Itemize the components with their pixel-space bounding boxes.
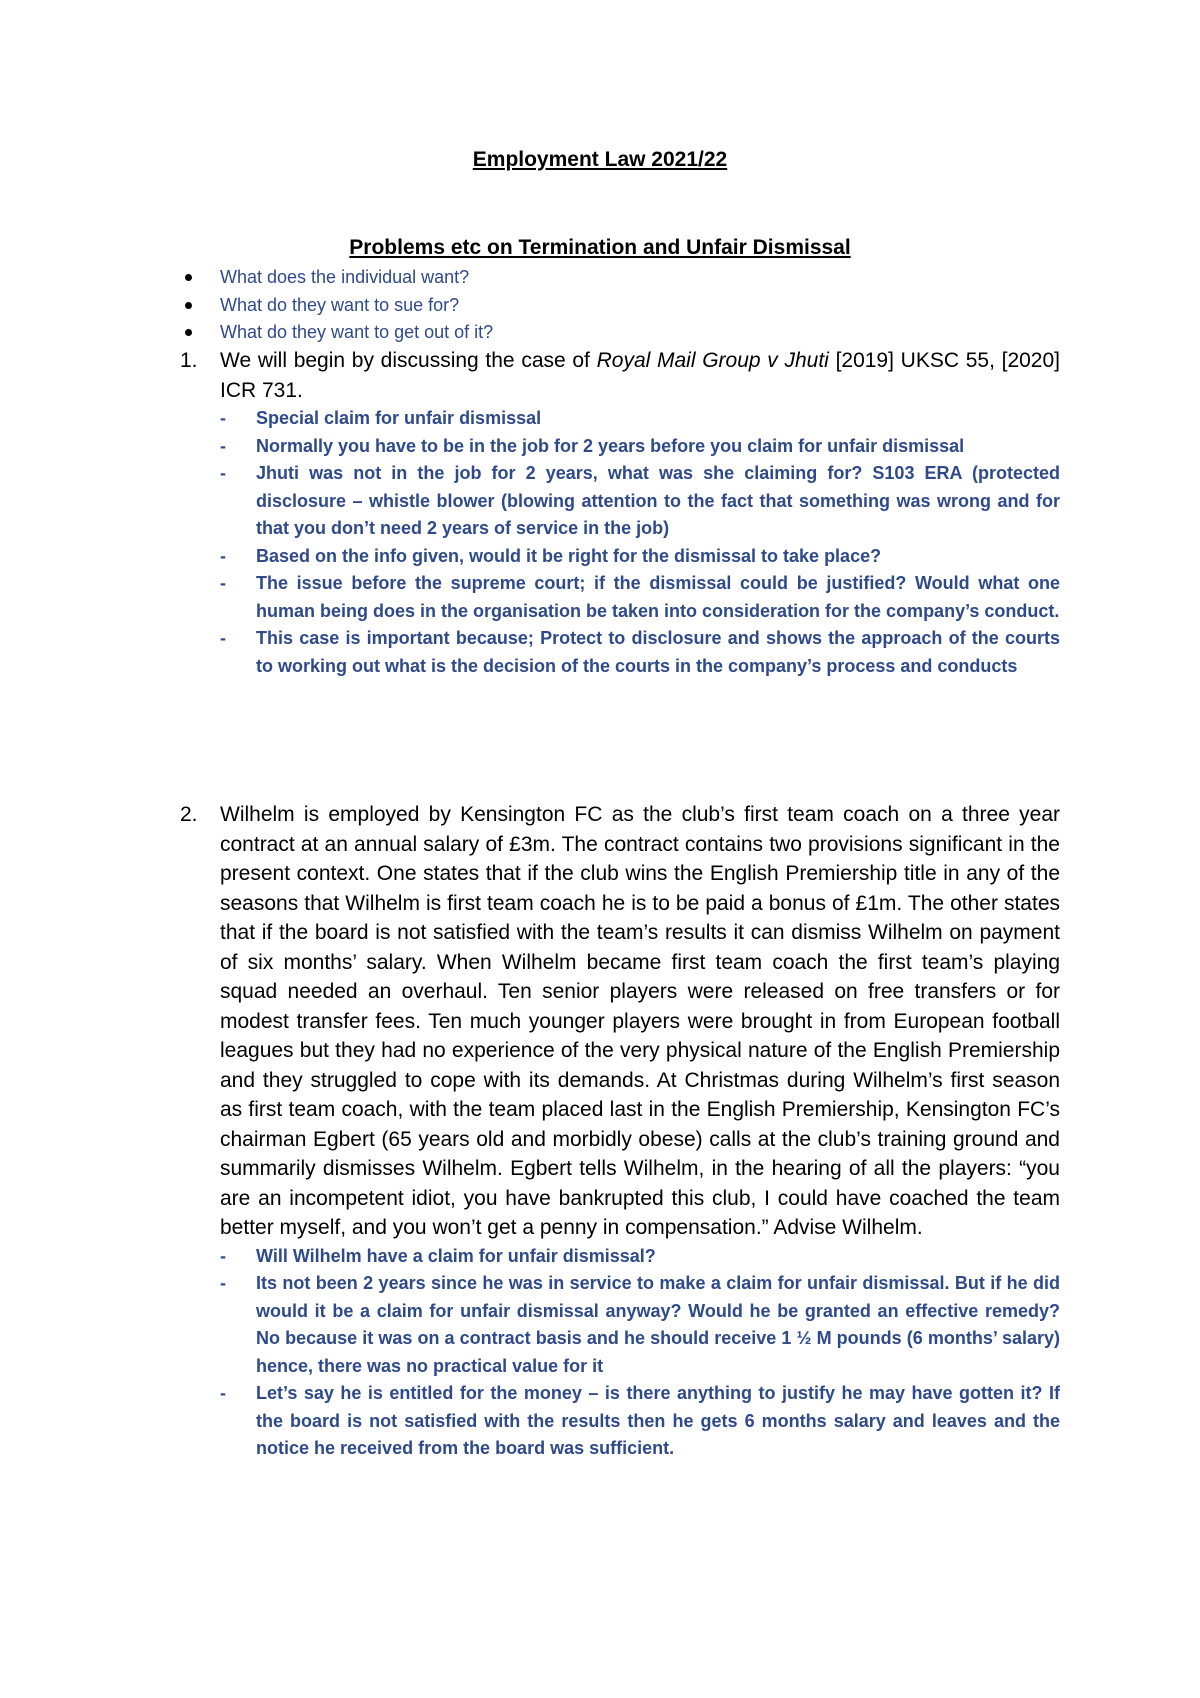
dash-marker: - bbox=[220, 408, 226, 428]
guiding-questions-list bbox=[180, 264, 1080, 347]
annotation-note-text: Special claim for unfair dismissal bbox=[256, 408, 542, 428]
document-title: Employment Law 2021/22 bbox=[472, 148, 728, 171]
dash-marker: - bbox=[220, 435, 226, 456]
dash-marker: - bbox=[220, 1273, 226, 1293]
guiding-question-item bbox=[180, 292, 1080, 320]
question-number: 1. bbox=[180, 349, 198, 372]
annotation-notes bbox=[220, 405, 1060, 680]
dash-marker: - bbox=[220, 1245, 226, 1266]
annotation-note bbox=[220, 570, 1060, 625]
bullet-icon bbox=[185, 302, 192, 309]
dash-marker: - bbox=[220, 463, 226, 483]
question-text bbox=[220, 346, 1060, 405]
dash-marker: - bbox=[220, 1383, 226, 1403]
annotation-note bbox=[220, 1380, 1060, 1463]
question-text-after: [2019] UKSC 55, [2020] ICR 731. bbox=[220, 349, 1060, 402]
question-number: 2. bbox=[180, 803, 198, 826]
guiding-question-text: What does the individual want? bbox=[220, 267, 470, 287]
annotation-note-text: Let’s say he is entitled for the money – is there anything to justify he may have gotten it? If the board is not satisfied with the results then he gets 6 months salary and leaves and the notice he received from the board was sufficient. bbox=[256, 1383, 1060, 1458]
question-text-before: We will begin by discussing the case of bbox=[220, 349, 597, 372]
dash-marker: - bbox=[220, 628, 226, 648]
annotation-note-text: Jhuti was not in the job for 2 years, what was she claiming for? S103 ERA (protected disclosure – whistle blower (blowing attention to the fact that something was wrong and for that you don’t need 2 years of service in the job) bbox=[256, 463, 1060, 538]
annotation-note-text: The issue before the supreme court; if the dismissal could be justified? Would what one human being does in the organisation be taken into consideration for the company’s conduct. bbox=[256, 573, 1060, 621]
annotation-note bbox=[220, 433, 1060, 461]
annotation-note bbox=[220, 460, 1060, 543]
annotation-note-text: This case is important because; Protect to disclosure and shows the approach of the courts to working out what is the decision of the courts in the company’s process and conducts bbox=[256, 628, 1060, 676]
dash-marker: - bbox=[220, 545, 226, 566]
annotation-note bbox=[220, 543, 1060, 571]
question-2 bbox=[180, 800, 1060, 1463]
annotation-note-text: Will Wilhelm have a claim for unfair dismissal? bbox=[256, 1245, 656, 1266]
question-1 bbox=[180, 346, 1060, 680]
annotation-note-text: Based on the info given, would it be right for the dismissal to take place? bbox=[256, 545, 882, 566]
annotation-note bbox=[220, 405, 1060, 433]
annotation-note-text: Its not been 2 years since he was in service to make a claim for unfair dismissal. But if he did would it be a claim for unfair dismissal anyway? Would he be granted an effective remedy? No because it was on a contract basis and he should receive 1 ½ M pounds (6 months’ salary) hence, there was no practical value for it bbox=[256, 1273, 1060, 1376]
dash-marker: - bbox=[220, 573, 226, 593]
annotation-note bbox=[220, 1243, 1060, 1271]
annotation-notes bbox=[220, 1243, 1060, 1463]
document-subtitle: Problems etc on Termination and Unfair Dismissal bbox=[349, 236, 851, 259]
bullet-icon bbox=[185, 274, 192, 281]
annotation-note-text: Normally you have to be in the job for 2 years before you claim for unfair dismissal bbox=[256, 435, 965, 456]
guiding-question-text: What do they want to sue for? bbox=[220, 294, 460, 315]
guiding-question-item bbox=[180, 264, 1080, 292]
guiding-question-text: What do they want to get out of it? bbox=[220, 322, 494, 342]
annotation-note bbox=[220, 625, 1060, 680]
guiding-question-item bbox=[180, 319, 1080, 347]
question-text: Wilhelm is employed by Kensington FC as the club’s first team coach on a three year contract at an annual salary of £3m. The contract contains two provisions significant in the present context. One states that if the club wins the English Premiership title in any of the seasons that Wilhelm is first team coach he is to be paid a bonus of £1m. The other states that if the board is not satisfied with the team’s results it can dismiss Wilhelm on payment of six months’ salary. When Wilhelm became first team coach the first team’s playing squad needed an overhaul. Ten senior players were released on free transfers or for modest transfer fees. Ten much younger players were brought in from European football leagues but they had no experience of the very physical nature of the English Premiership and they struggled to cope with its demands. At Christmas during Wilhelm’s first season as first team coach, with the team placed last in the English Premiership, Kensington FC’s chairman Egbert (65 years old and morbidly obese) calls at the club’s training ground and summarily dismisses Wilhelm. Egbert tells Wilhelm, in the hearing of all the players: “you are an incompetent idiot, you have bankrupted this club, I could have coached the team better myself, and you won’t get a penny in compensation.” Advise Wilhelm. bbox=[220, 803, 1060, 1239]
bullet-icon bbox=[185, 329, 192, 336]
case-name: Royal Mail Group v Jhuti bbox=[596, 349, 829, 372]
annotation-note bbox=[220, 1270, 1060, 1380]
